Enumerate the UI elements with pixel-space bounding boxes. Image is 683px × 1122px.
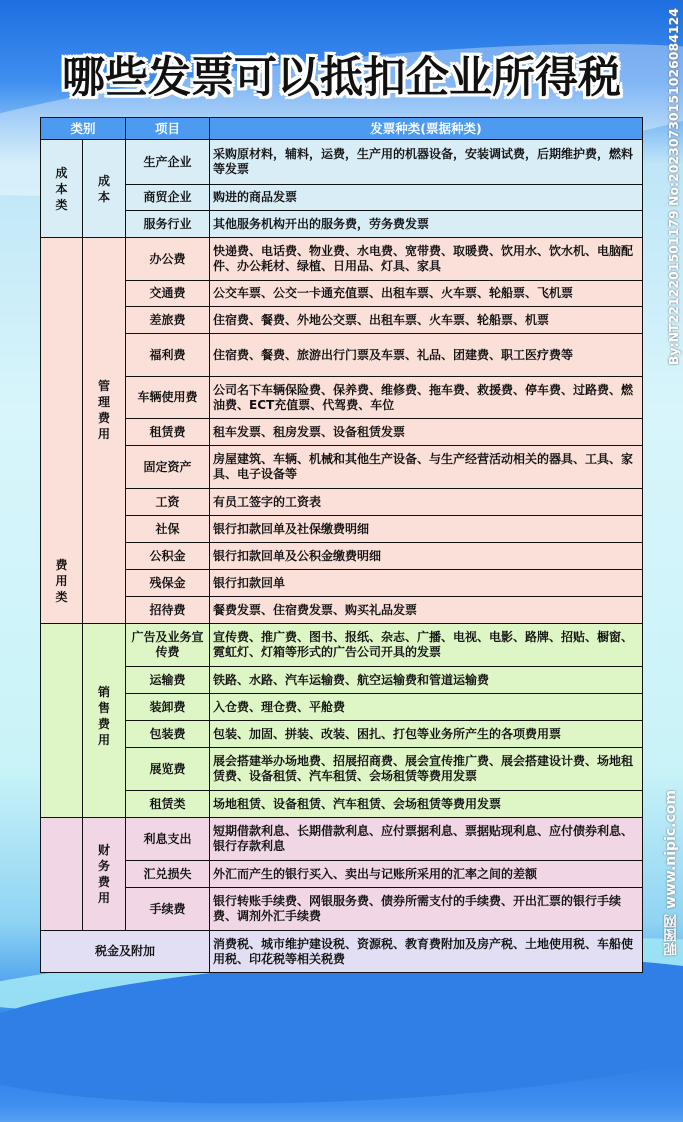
table-row: [41, 597, 643, 624]
desc-cell: 银行扣款回单: [210, 570, 643, 597]
desc-cell: 展会搭建举办场地费、招展招商费、展会宣传推广费、展会搭建设计费、场地租赁费、设备租赁、汽车租赁、会场租赁等费用发票: [210, 748, 643, 791]
invoice-deduction-table: [40, 117, 643, 973]
category-expense-finance-fill: [41, 818, 83, 931]
table-row: [41, 570, 643, 597]
subcategory-management: 管理费用: [83, 238, 126, 624]
table-row: [41, 446, 643, 489]
desc-cell: 购进的商品发票: [210, 185, 643, 211]
desc-cell: 银行扣款回单及社保缴费明细: [210, 516, 643, 543]
header-item: 项目: [126, 118, 210, 140]
table-row: [41, 888, 643, 931]
table-row: [41, 624, 643, 667]
table-row: [41, 185, 643, 211]
item-cell: 差旅费: [126, 307, 210, 334]
item-cell: 福利费: [126, 334, 210, 377]
item-cell: 生产企业: [126, 140, 210, 185]
desc-cell: 快递费、电话费、物业费、水电费、宽带费、取暖费、饮用水、饮水机、电脑配件、办公耗材、绿植、日用品、灯具、家具: [210, 238, 643, 281]
table-row: [41, 334, 643, 377]
table-row: [41, 721, 643, 748]
desc-cell: 住宿费、餐费、旅游出行门票及车票、礼品、团建费、职工医疗费等: [210, 334, 643, 377]
item-cell: 展览费: [126, 748, 210, 791]
table-row: [41, 489, 643, 516]
desc-cell: 有员工签字的工资表: [210, 489, 643, 516]
category-tax: 税金及附加: [41, 931, 210, 973]
page-title: 哪些发票可以抵扣企业所得税: [62, 53, 621, 103]
item-cell: 工资: [126, 489, 210, 516]
table-row: [41, 307, 643, 334]
item-cell: 运输费: [126, 667, 210, 694]
item-cell: 租赁类: [126, 791, 210, 818]
subcategory-sales: 销售费用: [83, 624, 126, 818]
table-row: [41, 419, 643, 446]
watermark-id: By:NT221220150117​9 No:20230730151026084124: [666, 8, 681, 366]
item-cell: 利息支出: [126, 818, 210, 861]
item-cell: 招待费: [126, 597, 210, 624]
table-row: [41, 238, 643, 281]
table-row: [41, 861, 643, 888]
desc-cell: 短期借款利息、长期借款利息、应付票据利息、票据贴现利息、应付债券利息、银行存款利息: [210, 818, 643, 861]
item-cell: 残保金: [126, 570, 210, 597]
item-cell: 固定资产: [126, 446, 210, 489]
item-cell: 商贸企业: [126, 185, 210, 211]
item-cell: 包装费: [126, 721, 210, 748]
desc-cell: 公交车票、公交一卡通充值票、出租车票、火车票、轮船票、飞机票: [210, 281, 643, 307]
item-cell: 装卸费: [126, 694, 210, 721]
table-row: [41, 377, 643, 419]
desc-cell: 其他服务机构开出的服务费，劳务费发票: [210, 211, 643, 238]
item-cell: 交通费: [126, 281, 210, 307]
item-cell: 社保: [126, 516, 210, 543]
header-invoice-type: 发票种类(票据种类): [210, 118, 643, 140]
item-cell: 租赁费: [126, 419, 210, 446]
subcategory-cost: 成本: [83, 140, 126, 238]
desc-cell: 租车发票、租房发票、设备租赁发票: [210, 419, 643, 446]
table-row: [41, 791, 643, 818]
table-row: [41, 694, 643, 721]
desc-cell: 入仓费、理仓费、平舱费: [210, 694, 643, 721]
item-cell: 办公费: [126, 238, 210, 281]
item-cell: 汇兑损失: [126, 861, 210, 888]
desc-cell: 餐费发票、住宿费发票、购买礼品发票: [210, 597, 643, 624]
desc-cell: 包装、加固、拼装、改装、困扎、打包等业务所产生的各项费用票: [210, 721, 643, 748]
item-cell: 公积金: [126, 543, 210, 570]
table-row: [41, 543, 643, 570]
table-row: [41, 818, 643, 861]
item-cell: 手续费: [126, 888, 210, 931]
subcategory-finance: 财务费用: [83, 818, 126, 931]
header-category: 类别: [41, 118, 126, 140]
table-row: [41, 931, 643, 973]
category-cost: 成本类: [41, 140, 83, 238]
desc-cell: 外汇而产生的银行买入、卖出与记账所采用的汇率之间的差额: [210, 861, 643, 888]
category-expense-sales-fill: [41, 624, 83, 818]
table-header-row: [41, 118, 643, 140]
desc-cell: 银行扣款回单及公积金缴费明细: [210, 543, 643, 570]
desc-cell: 房屋建筑、车辆、机械和其他生产设备、与生产经营活动相关的器具、工具、家具、电子设备等: [210, 446, 643, 489]
table-row: [41, 281, 643, 307]
desc-cell: 场地租赁、设备租赁、汽车租赁、会场租赁等费用发票: [210, 791, 643, 818]
desc-cell: 铁路、水路、汽车运输费、航空运输费和管道运输费: [210, 667, 643, 694]
table-row: [41, 667, 643, 694]
desc-cell: 宣传费、推广费、图书、报纸、杂志、广播、电视、电影、路牌、招贴、橱窗、霓虹灯、灯箱等形式的广告公司开具的发票: [210, 624, 643, 667]
watermark-site: 昵图网 www.nipic.com: [663, 790, 679, 956]
desc-cell: 采购原材料，辅料，运费，生产用的机器设备，安装调试费，后期维护费，燃料等发票: [210, 140, 643, 185]
desc-cell: 公司名下车辆保险费、保养费、维修费、拖车费、救援费、停车费、过路费、燃油费、ECT充值票、代驾费、车位: [210, 377, 643, 419]
table-row: [41, 211, 643, 238]
item-cell: 服务行业: [126, 211, 210, 238]
table-row: [41, 140, 643, 185]
category-expense: 费用类: [41, 238, 83, 624]
item-cell: 车辆使用费: [126, 377, 210, 419]
table-row: [41, 516, 643, 543]
desc-cell: 住宿费、餐费、外地公交票、出租车票、火车票、轮船票、机票: [210, 307, 643, 334]
desc-cell: 银行转账手续费、网银服务费、债券所需支付的手续费、开出汇票的银行手续费、调剂外汇手续费: [210, 888, 643, 931]
item-cell: 广告及业务宣传费: [126, 624, 210, 667]
desc-cell: 消费税、城市维护建设税、资源税、教育费附加及房产税、土地使用税、车船使用税、印花税等相关税费: [210, 931, 643, 973]
table-row: [41, 748, 643, 791]
